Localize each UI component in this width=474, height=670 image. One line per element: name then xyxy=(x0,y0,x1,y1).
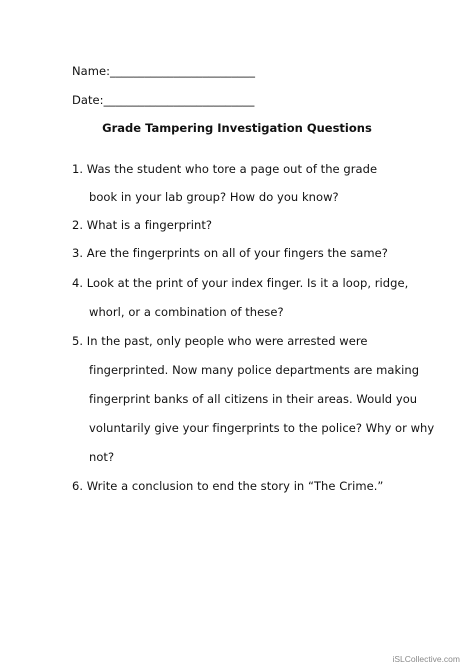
question-5-line-1: 5. In the past, only people who were arrested were xyxy=(72,334,368,348)
name-field: Name:_________________________ xyxy=(72,64,256,78)
question-5-line-4: voluntarily give your fingerprints to the police? Why or why xyxy=(89,421,435,435)
question-4-line-2: whorl, or a combination of these? xyxy=(89,305,284,319)
question-2-line-1: 2. What is a fingerprint? xyxy=(72,218,213,232)
question-3-line-1: 3. Are the fingerprints on all of your fingers the same? xyxy=(72,246,388,260)
watermark-text: iSLCollective.com xyxy=(392,654,460,664)
question-5-line-3: fingerprint banks of all citizens in their areas. Would you xyxy=(89,392,418,406)
question-6-line-1: 6. Write a conclusion to end the story in “The Crime.” xyxy=(72,479,384,493)
question-4-line-1: 4. Look at the print of your index finger. Is it a loop, ridge, xyxy=(72,276,409,290)
date-field: Date:__________________________ xyxy=(72,93,255,107)
worksheet-title: Grade Tampering Investigation Questions xyxy=(102,121,372,135)
question-5-line-2: fingerprinted. Now many police departments are making xyxy=(89,363,420,377)
question-1-line-1: 1. Was the student who tore a page out of the grade xyxy=(72,162,378,176)
question-5-line-5: not? xyxy=(89,450,115,464)
question-1-line-2: book in your lab group? How do you know? xyxy=(89,190,339,204)
